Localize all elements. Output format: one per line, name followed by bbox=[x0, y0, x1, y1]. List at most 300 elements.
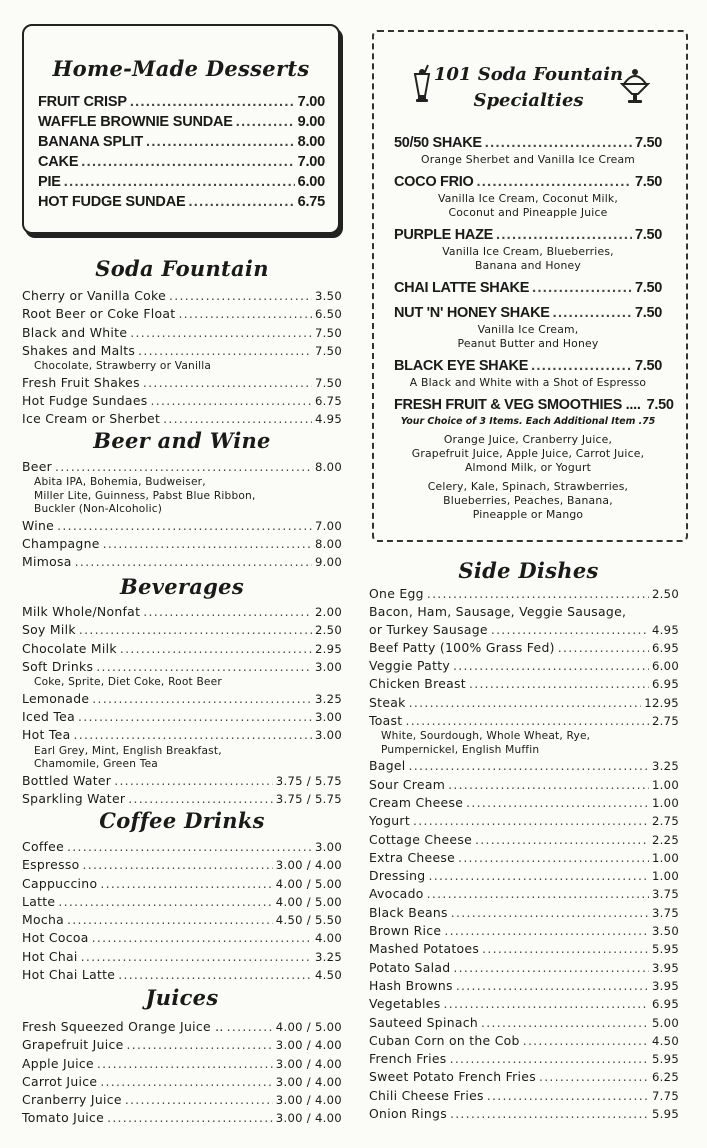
menu-item bbox=[38, 92, 325, 112]
item-price: 2.75 bbox=[651, 714, 679, 729]
menu-item bbox=[369, 812, 679, 830]
item-price: 9.00 bbox=[314, 555, 342, 570]
menu-item bbox=[22, 517, 342, 535]
item-name: One Egg bbox=[369, 586, 424, 601]
dot-leader bbox=[96, 658, 312, 675]
item-name: Hot Chai Latte bbox=[22, 967, 116, 983]
menu-item bbox=[369, 1105, 679, 1123]
item-price: 7.50 bbox=[646, 397, 674, 413]
item-price: 3.25 bbox=[314, 949, 342, 964]
menu-item bbox=[22, 535, 342, 553]
item-description: A Black and White with a Shot of Espresso bbox=[409, 376, 647, 389]
menu-item bbox=[369, 940, 679, 958]
item-name: WAFFLE BROWNIE SUNDAE bbox=[38, 114, 233, 130]
item-name: Veggie Patty bbox=[369, 658, 451, 674]
desserts-list bbox=[38, 92, 325, 212]
item-price: 3.00 / 4.00 bbox=[275, 1111, 342, 1126]
specialty-item bbox=[394, 173, 662, 220]
item-name: Hash Browns bbox=[369, 977, 453, 993]
dot-leader bbox=[83, 856, 273, 873]
item-description: White, Sourdough, Whole Wheat, Rye, bbox=[381, 730, 591, 743]
item-description: Vanilla Ice Cream, Coconut Milk, bbox=[437, 192, 619, 205]
item-name: CAKE bbox=[38, 154, 79, 170]
item-name: Onion Rings bbox=[369, 1106, 447, 1122]
menu-item bbox=[394, 357, 662, 376]
menu-item bbox=[369, 1032, 679, 1050]
menu-item bbox=[394, 173, 662, 192]
item-price: 3.00 / 4.00 bbox=[275, 858, 342, 873]
item-name: NUT 'N' HONEY SHAKE bbox=[394, 305, 550, 321]
menu-item bbox=[22, 287, 342, 305]
dot-leader bbox=[428, 867, 649, 884]
item-price: 1.00 bbox=[651, 795, 679, 810]
menu-item bbox=[38, 112, 325, 132]
menu-item bbox=[22, 690, 342, 708]
menu-item bbox=[22, 772, 342, 790]
item-price: 5.00 bbox=[651, 1015, 679, 1030]
item-name: HOT FUDGE SUNDAE bbox=[38, 194, 186, 210]
dot-leader bbox=[482, 940, 649, 957]
item-description: Orange Sherbet and Vanilla Ice Cream bbox=[421, 153, 635, 166]
menu-item bbox=[38, 192, 325, 212]
item-description: Pineapple or Mango bbox=[472, 508, 584, 521]
soda-fountain-title: Soda Fountain bbox=[95, 256, 269, 281]
coffee-drinks-title: Coffee Drinks bbox=[99, 808, 265, 833]
menu-item bbox=[369, 831, 679, 849]
item-price: 3.75 / 5.75 bbox=[275, 791, 342, 806]
menu-item bbox=[22, 966, 342, 984]
item-price: 5.95 bbox=[651, 942, 679, 957]
item-price: 1.00 bbox=[651, 869, 679, 884]
menu-item bbox=[369, 1014, 679, 1032]
dot-leader bbox=[67, 911, 273, 928]
dot-leader bbox=[163, 410, 312, 427]
item-price: 4.50 bbox=[651, 1033, 679, 1048]
item-name: Root Beer or Coke Float bbox=[22, 306, 176, 322]
dot-leader bbox=[138, 342, 312, 359]
dot-leader bbox=[236, 112, 295, 132]
menu-item bbox=[22, 603, 342, 621]
ingredient-group bbox=[394, 480, 662, 522]
item-name: Black and White bbox=[22, 324, 128, 340]
item-name: Champagne bbox=[22, 536, 100, 552]
menu-item bbox=[369, 959, 679, 977]
dot-leader bbox=[531, 357, 632, 376]
item-name: or Turkey Sausage bbox=[369, 621, 488, 637]
item-price: 1.00 bbox=[651, 850, 679, 865]
menu-item bbox=[369, 675, 679, 693]
dot-leader bbox=[491, 621, 649, 638]
dot-leader bbox=[487, 1087, 649, 1104]
menu-item bbox=[22, 948, 342, 966]
item-price: 6.00 bbox=[297, 174, 325, 190]
item-name: Soft Drinks bbox=[22, 658, 94, 674]
item-name: CHAI LATTE SHAKE bbox=[394, 280, 530, 296]
menu-item bbox=[369, 639, 679, 657]
dot-leader bbox=[127, 1036, 273, 1053]
item-price: 3.00 bbox=[314, 840, 342, 854]
item-name: Hot Fudge Sundaes bbox=[22, 392, 148, 408]
dot-leader bbox=[450, 1105, 649, 1122]
item-description: Chamomile, Green Tea bbox=[34, 758, 158, 771]
dot-leader bbox=[92, 690, 312, 707]
side-dishes-list bbox=[369, 585, 679, 1123]
item-price: 3.00 / 4.00 bbox=[275, 1038, 342, 1053]
item-name: Cappuccino bbox=[22, 875, 98, 891]
dot-leader bbox=[453, 657, 649, 674]
item-price: 4.50 / 5.50 bbox=[275, 913, 342, 928]
item-price: 2.95 bbox=[314, 641, 342, 656]
menu-item bbox=[369, 1068, 679, 1086]
dot-leader bbox=[67, 838, 312, 855]
menu-item bbox=[369, 1087, 679, 1105]
menu-item bbox=[22, 708, 342, 726]
dot-leader bbox=[409, 694, 642, 711]
item-description: Coke, Sprite, Diet Coke, Root Beer bbox=[34, 676, 222, 689]
menu-item bbox=[22, 1055, 342, 1073]
dot-leader bbox=[475, 831, 649, 848]
menu-item bbox=[22, 1036, 342, 1054]
dot-leader bbox=[151, 392, 312, 409]
dot-leader bbox=[118, 966, 312, 983]
item-price: 6.25 bbox=[651, 1070, 679, 1085]
item-price: 9.00 bbox=[297, 114, 325, 130]
item-price: 2.50 bbox=[314, 623, 342, 638]
item-name: COCO FRIO bbox=[394, 174, 474, 190]
specialties-title bbox=[366, 62, 691, 114]
menu-item bbox=[394, 304, 662, 323]
item-price: 4.00 / 5.00 bbox=[275, 894, 342, 909]
item-price: 12.95 bbox=[644, 695, 679, 710]
dot-leader bbox=[456, 977, 649, 994]
menu-item bbox=[22, 893, 342, 911]
menu-item bbox=[22, 790, 342, 808]
item-price: 8.00 bbox=[314, 537, 342, 552]
item-description: Almond Milk, or Yogurt bbox=[464, 461, 592, 474]
specialty-item bbox=[394, 279, 662, 298]
item-name: Carrot Juice bbox=[22, 1073, 98, 1089]
item-name: Vegetables bbox=[369, 996, 441, 1012]
menu-item bbox=[369, 885, 679, 903]
item-price: 7.50 bbox=[634, 227, 662, 243]
item-price: 7.50 bbox=[634, 280, 662, 296]
item-name: 50/50 SHAKE bbox=[394, 135, 482, 151]
item-price: 3.25 bbox=[314, 691, 342, 706]
item-price: 7.50 bbox=[314, 325, 342, 340]
dot-leader bbox=[450, 1050, 649, 1067]
item-price: 7.00 bbox=[297, 154, 325, 170]
item-name: Extra Cheese bbox=[369, 849, 456, 865]
item-name: Soy Milk bbox=[22, 622, 76, 638]
item-name: Steak bbox=[369, 694, 406, 710]
item-name: Mocha bbox=[22, 912, 65, 928]
specialties-title-line2: Specialties bbox=[473, 90, 584, 111]
desserts-title: Home-Made Desserts bbox=[52, 56, 310, 81]
item-name: Chili Cheese Fries bbox=[369, 1087, 484, 1103]
item-price: 6.95 bbox=[651, 677, 679, 692]
item-price: 7.50 bbox=[314, 343, 342, 358]
item-name: Latte bbox=[22, 893, 56, 909]
item-price: 7.00 bbox=[314, 518, 342, 533]
dot-leader bbox=[496, 226, 632, 245]
item-name: Sauteed Spinach bbox=[369, 1014, 479, 1030]
item-price: 4.95 bbox=[651, 622, 679, 637]
dot-leader bbox=[114, 772, 273, 789]
dot-leader bbox=[81, 948, 312, 965]
menu-item bbox=[22, 305, 342, 323]
item-name: FRESH FRUIT & VEG SMOOTHIES .... bbox=[394, 397, 641, 413]
item-price: 3.00 bbox=[314, 709, 342, 724]
item-name: Milk Whole/Nonfat bbox=[22, 604, 141, 619]
item-name: Iced Tea bbox=[22, 708, 75, 724]
specialties-list bbox=[394, 134, 674, 528]
beer-wine-title: Beer and Wine bbox=[93, 428, 271, 453]
dot-leader bbox=[55, 458, 312, 475]
item-price: 3.95 bbox=[651, 978, 679, 993]
specialty-item bbox=[394, 134, 662, 167]
item-price: 3.75 bbox=[651, 905, 679, 920]
item-name: Hot Chai bbox=[22, 948, 78, 964]
dot-leader bbox=[178, 305, 312, 322]
menu-item bbox=[394, 279, 662, 298]
menu-item bbox=[22, 658, 342, 676]
coffee-drinks-list bbox=[22, 838, 342, 984]
item-description: Abita IPA, Bohemia, Budweiser, bbox=[34, 476, 206, 489]
menu-item bbox=[369, 603, 679, 620]
item-price: 3.75 bbox=[651, 887, 679, 902]
item-price: 3.95 bbox=[651, 960, 679, 975]
item-price: 6.95 bbox=[651, 997, 679, 1012]
item-description: Peanut Butter and Honey bbox=[457, 337, 599, 350]
menu-item bbox=[369, 849, 679, 867]
dot-leader bbox=[92, 929, 312, 946]
dot-leader bbox=[169, 287, 312, 304]
item-description: Celery, Kale, Spinach, Strawberries, bbox=[427, 480, 629, 493]
item-price: 7.50 bbox=[314, 375, 342, 390]
item-name: Chocolate Milk bbox=[22, 640, 117, 656]
dot-leader bbox=[107, 1109, 273, 1126]
menu-item bbox=[369, 904, 679, 922]
dot-leader bbox=[103, 535, 312, 552]
item-name: Black Beans bbox=[369, 904, 448, 920]
item-name: BLACK EYE SHAKE bbox=[394, 358, 529, 374]
dot-leader bbox=[57, 517, 312, 534]
dot-leader bbox=[469, 675, 649, 692]
dot-leader bbox=[481, 1014, 649, 1031]
item-name: Fresh Fruit Shakes bbox=[22, 374, 140, 390]
item-name: Cream Cheese bbox=[369, 794, 464, 810]
item-name: Tomato Juice bbox=[22, 1110, 105, 1126]
item-price: 4.00 / 5.00 bbox=[275, 1020, 342, 1034]
item-price: 7.75 bbox=[651, 1088, 679, 1103]
item-price: 6.75 bbox=[314, 393, 342, 408]
item-price: 3.50 bbox=[314, 289, 342, 303]
menu-item bbox=[22, 410, 342, 428]
item-name: French Fries bbox=[369, 1051, 447, 1067]
item-name: Chicken Breast bbox=[369, 676, 466, 692]
item-name: Sour Cream bbox=[369, 776, 446, 792]
menu-item bbox=[369, 585, 679, 603]
menu-item bbox=[22, 458, 342, 476]
item-name: Cranberry Juice bbox=[22, 1092, 122, 1108]
item-name: Hot Cocoa bbox=[22, 930, 89, 946]
juices-list bbox=[22, 1018, 342, 1128]
beverages-list bbox=[22, 603, 342, 808]
item-name: Yogurt bbox=[369, 813, 410, 829]
menu-item bbox=[394, 396, 674, 415]
side-dishes-title: Side Dishes bbox=[458, 558, 599, 583]
dot-leader bbox=[100, 875, 272, 892]
item-price: 3.00 bbox=[314, 659, 342, 674]
item-price: 2.00 bbox=[314, 605, 342, 619]
dot-leader bbox=[143, 603, 312, 620]
menu-item bbox=[22, 324, 342, 342]
menu-item bbox=[22, 621, 342, 639]
item-description: Banana and Honey bbox=[475, 259, 581, 272]
dot-leader bbox=[539, 1068, 649, 1085]
item-description: Chocolate, Strawberry or Vanilla bbox=[34, 360, 212, 373]
dot-leader bbox=[409, 757, 649, 774]
dot-leader bbox=[453, 959, 649, 976]
dot-leader bbox=[125, 1091, 273, 1108]
item-description: Miller Lite, Guinness, Pabst Blue Ribbon, bbox=[34, 489, 256, 502]
item-name: Sparkling Water bbox=[22, 790, 126, 806]
dot-leader bbox=[476, 173, 632, 192]
dot-leader bbox=[120, 640, 312, 657]
item-name: Dressing bbox=[369, 868, 426, 884]
item-name: Cuban Corn on the Cob bbox=[369, 1032, 520, 1048]
item-name: PURPLE HAZE bbox=[394, 227, 494, 243]
menu-item bbox=[22, 726, 342, 744]
item-name: Sweet Potato French Fries bbox=[369, 1069, 536, 1085]
menu-item bbox=[394, 226, 662, 245]
menu-item bbox=[22, 875, 342, 893]
dot-leader bbox=[130, 92, 295, 112]
item-name: Mimosa bbox=[22, 554, 72, 570]
beverages-title: Beverages bbox=[120, 574, 244, 599]
menu-item bbox=[22, 1091, 342, 1109]
dot-leader bbox=[466, 794, 649, 811]
item-name: Ice Cream or Sherbet bbox=[22, 411, 161, 427]
dot-leader bbox=[523, 1032, 649, 1049]
item-price: 3.00 / 4.00 bbox=[275, 1056, 342, 1071]
item-description: Buckler (Non-Alcoholic) bbox=[34, 503, 163, 516]
dot-leader bbox=[444, 922, 649, 939]
menu-item bbox=[369, 657, 679, 675]
dot-leader bbox=[100, 1073, 272, 1090]
menu-item bbox=[369, 995, 679, 1013]
menu-item bbox=[369, 794, 679, 812]
item-price: 7.50 bbox=[634, 305, 662, 321]
menu-item bbox=[369, 977, 679, 995]
item-price: 3.00 / 4.00 bbox=[275, 1074, 342, 1089]
item-price: 3.75 / 5.75 bbox=[275, 773, 342, 788]
item-price: 7.50 bbox=[634, 174, 662, 190]
item-name: Bacon, Ham, Sausage, Veggie Sausage, bbox=[369, 604, 627, 620]
menu-item bbox=[22, 838, 342, 856]
item-price: 7.00 bbox=[297, 94, 325, 110]
item-description: Grapefruit Juice, Apple Juice, Carrot Juice, bbox=[411, 447, 645, 460]
dot-leader bbox=[413, 812, 649, 829]
dot-leader bbox=[553, 304, 632, 323]
specialty-item bbox=[394, 396, 674, 522]
dot-leader bbox=[458, 849, 649, 866]
item-name: Beer bbox=[22, 459, 53, 474]
dot-leader bbox=[143, 374, 312, 391]
item-name: BANANA SPLIT bbox=[38, 134, 144, 150]
item-price: 6.95 bbox=[651, 640, 679, 655]
item-price: 3.00 / 4.00 bbox=[275, 1093, 342, 1108]
dot-leader bbox=[79, 621, 312, 638]
item-price: 2.50 bbox=[651, 587, 679, 601]
dot-leader bbox=[78, 708, 312, 725]
item-price: 4.00 / 5.00 bbox=[275, 876, 342, 891]
item-description: Earl Grey, Mint, English Breakfast, bbox=[34, 744, 222, 757]
item-name: Toast bbox=[369, 713, 403, 729]
item-name: Grapefruit Juice bbox=[22, 1037, 124, 1053]
item-price: 6.50 bbox=[314, 307, 342, 322]
item-price: 2.75 bbox=[651, 814, 679, 829]
menu-item bbox=[22, 911, 342, 929]
item-description: Vanilla Ice Cream, bbox=[477, 323, 579, 336]
item-name: Wine bbox=[22, 517, 55, 533]
item-name: PIE bbox=[38, 174, 61, 190]
specialty-item bbox=[394, 226, 662, 273]
menu-item bbox=[38, 132, 325, 152]
dot-leader bbox=[97, 1055, 273, 1072]
desserts-box bbox=[22, 24, 340, 234]
item-description: Your Choice of 3 Items. Each Additional Item .75 bbox=[400, 416, 656, 427]
item-price: 3.25 bbox=[651, 759, 679, 774]
dot-leader bbox=[188, 192, 294, 212]
menu-item bbox=[369, 1050, 679, 1068]
menu-item bbox=[22, 929, 342, 947]
menu-item bbox=[22, 1018, 342, 1036]
dot-leader bbox=[427, 585, 649, 602]
menu-item bbox=[369, 694, 679, 712]
item-price: 6.00 bbox=[651, 659, 679, 674]
item-price: 5.95 bbox=[651, 1107, 679, 1122]
specialty-item bbox=[394, 304, 662, 351]
item-name: Shakes and Malts bbox=[22, 342, 136, 358]
menu-item bbox=[369, 776, 679, 794]
dot-leader bbox=[405, 712, 649, 729]
dot-leader bbox=[64, 172, 295, 192]
dot-leader bbox=[128, 790, 273, 807]
menu-item bbox=[369, 712, 679, 730]
item-price: 7.50 bbox=[634, 135, 662, 151]
item-name: Fresh Squeezed Orange Juice .. bbox=[22, 1019, 224, 1034]
dot-leader bbox=[443, 995, 649, 1012]
juices-title: Juices bbox=[145, 985, 219, 1010]
item-price: 2.25 bbox=[651, 832, 679, 847]
item-price: 3.00 bbox=[314, 728, 342, 743]
item-price: 4.95 bbox=[314, 412, 342, 427]
menu-item bbox=[369, 922, 679, 940]
dot-leader bbox=[427, 885, 649, 902]
item-price: 5.95 bbox=[651, 1052, 679, 1067]
menu-item bbox=[369, 867, 679, 885]
item-price: 3.50 bbox=[651, 924, 679, 939]
menu-item bbox=[38, 152, 325, 172]
item-name: Mashed Potatoes bbox=[369, 941, 480, 957]
dot-leader bbox=[130, 324, 312, 341]
item-name: Potato Salad bbox=[369, 959, 451, 975]
item-name: FRUIT CRISP bbox=[38, 94, 127, 110]
dot-leader bbox=[58, 893, 272, 910]
item-price: 8.00 bbox=[314, 460, 342, 474]
beer-wine-list bbox=[22, 458, 342, 572]
